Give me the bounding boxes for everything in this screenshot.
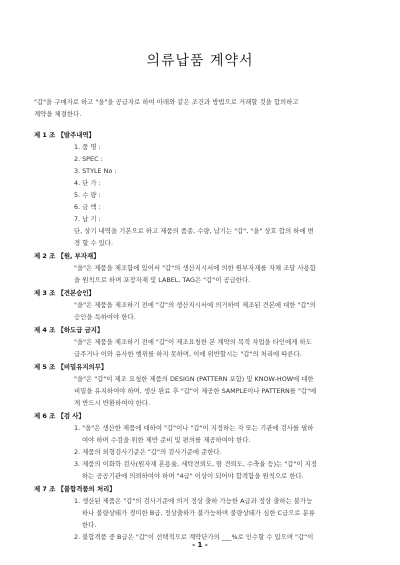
article-1-heading: 제 1 조 【발주내역】 [34, 131, 95, 139]
article-6-item: 3. 제품의 이화학 검사(원자재 혼용율, 세탁견뢰도, 땀 견뢰도, 수축율 등)는 "갑"이 지정 [74, 460, 317, 468]
article-6-heading: 제 6 조 【검 사】 [34, 412, 85, 420]
article-2-line: "을"은 제품을 제조함에 있어서 "갑"의 생산지시서에 의한 원부자재를 자체 조달 사용함 [74, 264, 316, 272]
article-1-note-line: 경 할 수 있다. [74, 239, 113, 247]
document-title: 의류납품 계약서 [146, 53, 254, 69]
article-2-heading: 제 2 조 【원, 부자재】 [34, 252, 100, 260]
article-5-line: "을"은 "갑"이 제조 요청한 제품의 DESIGN (PATTERN 포함) 및 KNOW-HOW에 대한 [74, 375, 314, 383]
order-item-amount: 6. 금 액 : [74, 203, 101, 211]
article-4-line: "을"은 제품을 제조하기 전에 "갑"이 제조요청한 본 계약의 목적 자업을 타인에게 하도 [74, 338, 312, 346]
article-7-item: 1. 생산된 제품은 "갑"의 검사기준에 의거 정상 출하 가능한 A급과 정상 출하는 불가능 [74, 497, 313, 505]
article-4-line: 급주거나 이와 유사한 행위를 하지 못하며, 이에 위반할시는 "갑"의 처리에 따른다. [74, 350, 302, 358]
order-item-delivery: 7. 납 기 : [74, 215, 101, 223]
article-6-item: 하는 공공기관에 의뢰하여야 하며 "4급" 이상이 되어야 합격함을 원칙으로 한다. [82, 472, 304, 480]
order-item-style: 3. STYLE No : [74, 167, 117, 175]
article-3-heading: 제 3 조 【견본승인】 [34, 289, 95, 297]
article-7-heading: 제 7 조 【불합격품의 처리】 [34, 485, 116, 493]
intro-line: "갑"을 구매자로 하고 "을"을 공급자로 하여 아래와 같은 조건과 방법으로 거래할 것을 합의하고 [34, 98, 299, 106]
article-5-line: 게 반드시 반환하여야 한다. [74, 399, 151, 407]
article-7-item: 한다. [82, 521, 97, 529]
page-number: - 1 - [192, 541, 208, 549]
article-3-line: 승인을 득하여야 한다. [74, 313, 136, 321]
order-item-name: 1. 품 명 : [74, 143, 101, 151]
order-item-quantity: 5. 수 량 : [74, 191, 101, 199]
article-2-line: 을 원칙으로 하며 포장자재 및 LABEL, TAG은 "갑"이 공급한다. [74, 276, 251, 284]
article-7-item: 2. 불합격품 중 B급은 "갑"이 선택적으로 계약단가의 ___%로 인수할 수 있으며 "갑"이 [74, 533, 314, 541]
article-6-item: 여야 하며 수검을 위한 제반 준비 및 편의를 제공하여야 한다. [82, 436, 251, 444]
article-7-item: 하나 불량상태가 경미한 B급, 정상출하가 불가능하며 불량상태가 심한 C급으로 분류 [82, 509, 315, 517]
article-5-heading: 제 5 조 【비밀유지의무】 [34, 363, 108, 371]
intro-line: 계약을 체결한다. [34, 110, 82, 118]
order-item-spec: 2. SPEC : [74, 155, 103, 163]
article-6-item: 1. "을"은 생산한 제품에 대하여 "갑"이나 "갑"이 지정하는 자 또는 기관에 검사를 필하 [74, 424, 314, 432]
order-item-price: 4. 단 가 : [74, 179, 101, 187]
article-1-note-line: 단, 상기 내역을 기본으로 하고 제품의 품종, 수량, 납기는 "갑", "을" 상호 합의 하에 변 [74, 227, 314, 235]
article-5-line: 비밀을 유지하여야 하며, 생산 완료 후 "갑"이 제공한 SAMPLE이나 PATTERN를 "갑"에 [74, 387, 317, 395]
article-6-item: 2. 제품의 외형검사기준은 "갑"의 검사기준에 준한다. [74, 448, 222, 456]
article-4-heading: 제 4 조 【하도급 금지】 [34, 326, 104, 334]
article-3-line: "을"은 제품을 제조하기 전에 "갑"의 생산지시서에 의거하여 제조된 견본에 대한 "갑"의 [74, 301, 316, 309]
